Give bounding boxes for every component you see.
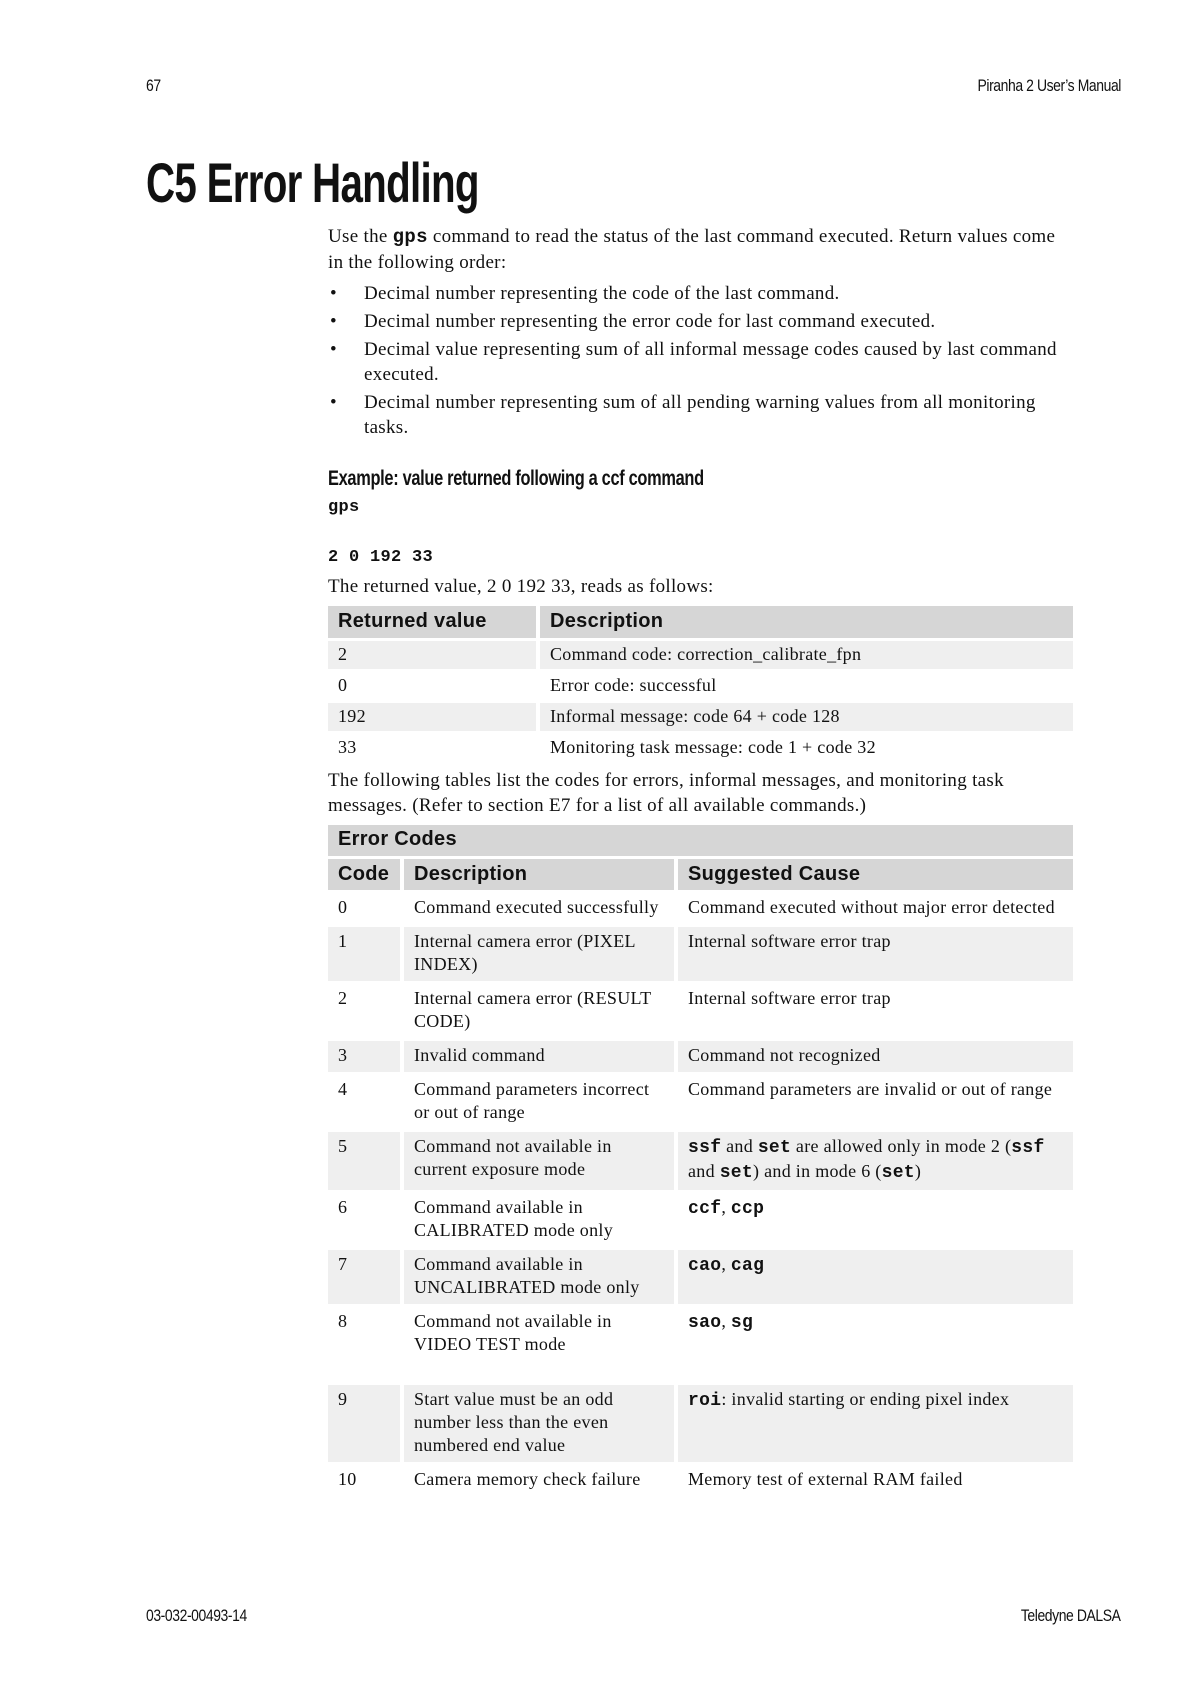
command-name: ccf	[688, 1199, 722, 1219]
cause-text: ) and in mode 6 (	[753, 1161, 882, 1181]
table-row	[328, 734, 1073, 762]
list-item	[328, 281, 1073, 306]
cause-text: and	[721, 1136, 758, 1156]
column-header: Code	[328, 859, 400, 890]
table-header-row	[328, 606, 1073, 638]
cell-description: Start value must be an odd number less than the even numbered end value	[404, 1385, 674, 1462]
table-row	[328, 1041, 1073, 1072]
manual-title: Piranha 2 User’s Manual	[977, 76, 1121, 95]
section-title: C5 Error Handling	[146, 151, 479, 214]
table-row	[328, 1193, 1073, 1247]
command-name: cao	[688, 1256, 722, 1276]
cell-value: 192	[328, 703, 536, 731]
cell-cause	[678, 1385, 1073, 1462]
cell-code: 1	[328, 927, 400, 981]
table-row	[328, 672, 1073, 700]
cause-text: )	[914, 1161, 922, 1181]
table-row	[328, 703, 1073, 731]
cell-code: 5	[328, 1132, 400, 1190]
cell-description: Internal camera error (RESULT CODE)	[414, 988, 652, 1031]
command-name: sao	[688, 1313, 722, 1333]
cell-description: Command available in UNCALIBRATED mode only	[404, 1250, 674, 1304]
table-row	[328, 1307, 1073, 1382]
table-row	[328, 893, 1073, 924]
list-item-text: Decimal value representing sum of all informal message codes caused by last command executed.	[364, 339, 1057, 385]
bullet-icon: •	[330, 392, 337, 413]
list-item	[328, 337, 1073, 387]
cell-cause: Command executed without major error detected	[688, 897, 1055, 917]
command-name: ssf	[688, 1138, 722, 1158]
cell-description: Monitoring task message: code 1 + code 32	[550, 737, 876, 757]
list-item	[328, 309, 1073, 334]
returned-value-text: The returned value, 2 0 192 33, reads as follows:	[328, 576, 714, 597]
table-row	[328, 927, 1073, 981]
cell-cause	[678, 1193, 1073, 1247]
section-content	[328, 224, 1073, 1499]
cell-code: 8	[338, 1311, 348, 1331]
command-name: ssf	[1011, 1138, 1045, 1158]
cell-cause	[678, 1250, 1073, 1304]
cell-description: Error code: successful	[550, 675, 717, 695]
cell-description: Command executed successfully	[414, 897, 659, 917]
table-title: Error Codes	[328, 825, 1073, 856]
cell-code: 2	[338, 988, 348, 1008]
table-row	[328, 1465, 1073, 1496]
cell-description: Command not available in VIDEO TEST mode	[414, 1311, 612, 1354]
cell-cause	[678, 1307, 1073, 1382]
cause-text: ,	[721, 1311, 731, 1331]
cell-description: Command not available in current exposure mode	[404, 1132, 674, 1190]
cell-cause: Command not recognized	[678, 1041, 1073, 1072]
bullet-icon: •	[330, 311, 337, 332]
example-output: 2 0 192 33	[328, 548, 434, 567]
command-name: sg	[730, 1313, 754, 1333]
example-command: gps	[328, 498, 360, 517]
column-header: Description	[540, 606, 1073, 638]
cell-code: 10	[338, 1469, 357, 1489]
cell-code: 7	[328, 1250, 400, 1304]
command-name: cag	[730, 1256, 765, 1276]
table-header-row	[328, 859, 1073, 890]
table-row	[328, 1132, 1073, 1190]
cell-cause: Internal software error trap	[678, 927, 1073, 981]
table-row	[328, 1385, 1073, 1462]
cell-description: Command parameters incorrect or out of range	[414, 1079, 650, 1122]
intro-text-before: Use the	[328, 226, 393, 247]
cause-text: are allowed only in mode 2 (	[791, 1136, 1012, 1156]
command-name: set	[719, 1163, 754, 1183]
example-heading: Example: value returned following a ccf command	[328, 467, 704, 490]
column-header: Suggested Cause	[678, 859, 1073, 890]
list-item	[328, 390, 1073, 440]
cell-cause	[678, 1132, 1073, 1190]
command-name: ccp	[730, 1199, 765, 1219]
cell-description: Informal message: code 64 + code 128	[540, 703, 1073, 731]
cause-text: ,	[721, 1197, 731, 1217]
intro-command: gps	[392, 226, 428, 248]
list-item-text: Decimal number representing the error code for last command executed.	[364, 311, 936, 332]
error-codes-table	[324, 822, 1077, 1499]
intro-paragraph	[328, 224, 1073, 275]
table-row	[328, 641, 1073, 669]
return-values-list	[328, 281, 1073, 440]
cell-code: 4	[338, 1079, 348, 1099]
command-name: set	[881, 1163, 915, 1183]
column-header: Description	[404, 859, 674, 890]
cell-value: 33	[338, 737, 357, 757]
bullet-icon: •	[330, 339, 337, 360]
table-title-row	[328, 825, 1073, 856]
cell-description: Command code: correction_calibrate_fpn	[540, 641, 1073, 669]
table-row	[328, 1075, 1073, 1129]
cell-description: Camera memory check failure	[414, 1469, 641, 1489]
returned-value-table	[324, 603, 1077, 765]
cause-text: ,	[721, 1254, 731, 1274]
table-row	[328, 1250, 1073, 1304]
cell-code: 6	[338, 1197, 348, 1217]
page-number: 67	[146, 76, 161, 95]
cell-cause: Memory test of external RAM failed	[688, 1469, 963, 1489]
bullet-icon: •	[330, 283, 337, 304]
cause-text: and	[688, 1161, 720, 1181]
cause-text: : invalid starting or ending pixel index	[721, 1389, 1010, 1409]
cell-description: Command available in CALIBRATED mode only	[414, 1197, 613, 1240]
intro-text-after: command to read the status of the last command executed. Return values come in the following order:	[328, 226, 1056, 273]
following-tables-text: The following tables list the codes for errors, informal messages, and monitoring task messages. (Refer to section E7 for a list of all available commands.)	[328, 770, 1004, 816]
command-name: roi	[688, 1391, 722, 1411]
command-name: set	[757, 1138, 792, 1158]
cell-value: 0	[338, 675, 348, 695]
cell-value: 2	[328, 641, 536, 669]
cell-cause: Internal software error trap	[688, 988, 891, 1008]
cell-code: 3	[328, 1041, 400, 1072]
table-row	[328, 984, 1073, 1038]
list-item-text: Decimal number representing sum of all pending warning values from all monitoring tasks.	[364, 392, 1036, 438]
column-header: Returned value	[328, 606, 536, 638]
cell-code: 9	[328, 1385, 400, 1462]
cell-description: Invalid command	[404, 1041, 674, 1072]
company-name: Teledyne DALSA	[1021, 1606, 1121, 1625]
list-item-text: Decimal number representing the code of the last command.	[364, 283, 840, 304]
cell-cause: Command parameters are invalid or out of range	[688, 1079, 1053, 1099]
document-number: 03-032-00493-14	[146, 1606, 247, 1625]
cell-code: 0	[338, 897, 348, 917]
cell-description: Internal camera error (PIXEL INDEX)	[404, 927, 674, 981]
